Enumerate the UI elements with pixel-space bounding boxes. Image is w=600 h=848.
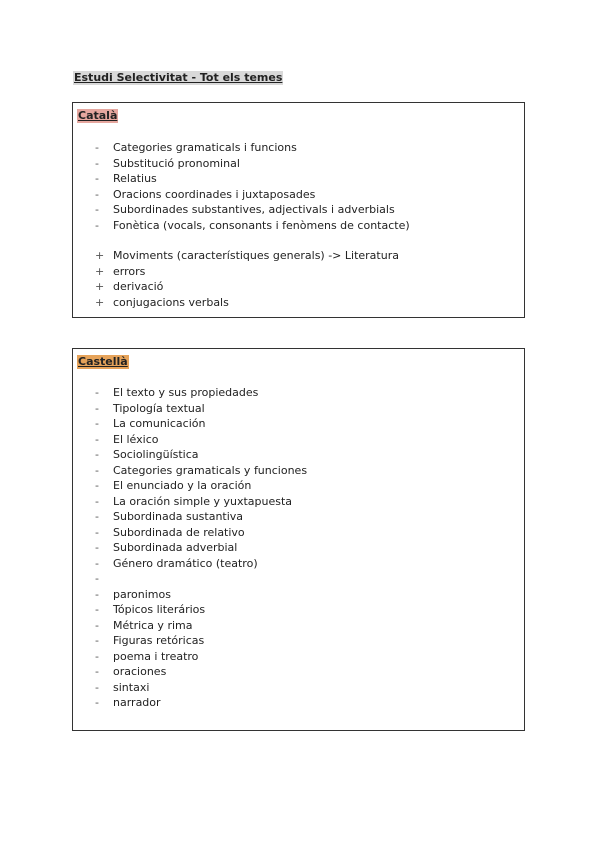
list-bullet: - [95,463,99,477]
list-item-text: El enunciado y la oración [113,479,252,492]
list-item-text: poema i treatro [113,649,199,663]
list-bullet: - [95,572,99,585]
list-bullet: - [95,479,99,492]
list-item-text: Relatius [113,172,157,185]
list-item-text: Género dramático (teatro) [113,556,258,570]
list-item-text: La comunicación [113,417,206,430]
list-item-text: paronimos [113,587,171,601]
list-bullet: - [95,156,99,170]
list-item-text: oraciones [113,665,167,678]
list-item-text: sintaxi [113,680,150,694]
list-item-text: Tipología textual [113,401,205,415]
list-item-text: Moviments (característiques generals) -> Literatura [113,249,399,262]
list-bullet: - [95,665,99,678]
list-bullet: + [95,280,105,293]
castella-heading: Castellà [78,355,128,368]
catala-heading: Català [78,109,118,122]
list-bullet: - [95,401,99,415]
list-item-text: El léxico [113,432,159,446]
list-item-text: El texto y sus propiedades [113,386,259,399]
list-item-text: Subordinades substantives, adjectivals i adverbials [113,203,395,216]
list-bullet: - [95,525,99,539]
list-item-text: Métrica y rima [113,618,193,632]
list-bullet: - [95,541,99,554]
list-item-text: Tópicos literários [113,603,206,616]
list-bullet: - [95,218,99,232]
list-bullet: - [95,510,99,523]
list-item-text: Categories gramaticals y funciones [113,463,308,477]
list-bullet: - [95,556,99,570]
list-bullet: + [95,264,105,278]
list-bullet: - [95,203,99,216]
castella-section [72,348,525,731]
list-item-text: La oración simple y yuxtapuesta [113,494,293,508]
list-bullet: - [95,649,99,663]
list-item-text: Subordinada de relativo [113,525,245,539]
list-bullet: - [95,141,99,154]
list-bullet: - [95,417,99,430]
list-item-text: Categories gramaticals i funcions [113,141,297,154]
list-bullet: - [95,172,99,185]
list-item-text: Figuras retóricas [113,634,205,647]
list-bullet: - [95,603,99,616]
document-title: Estudi Selectivitat - Tot els temes [74,71,283,84]
list-bullet: - [95,448,99,461]
list-item-text: Substitució pronominal [113,156,240,170]
list-bullet: - [95,680,99,694]
list-bullet: - [95,187,99,201]
list-item-text: narrador [113,696,161,709]
list-item-text: conjugacions verbals [113,295,229,309]
list-bullet: + [95,249,105,262]
list-item-text: Oracions coordinades i juxtaposades [113,187,316,201]
list-bullet: + [95,295,105,309]
list-bullet: - [95,494,99,508]
list-bullet: - [95,634,99,647]
list-item-text: Subordinada adverbial [113,541,238,554]
list-item-text: errors [113,264,146,278]
list-bullet: - [95,618,99,632]
list-bullet: - [95,432,99,446]
list-item-text: derivació [113,280,164,293]
list-bullet: - [95,587,99,601]
list-item-text: Sociolingüística [113,448,199,461]
list-item-text: Fonètica (vocals, consonants i fenòmens de contacte) [113,218,410,232]
list-item-text: Subordinada sustantiva [113,510,244,523]
list-bullet: - [95,696,99,709]
catala-section [72,102,525,318]
list-bullet: - [95,386,99,399]
